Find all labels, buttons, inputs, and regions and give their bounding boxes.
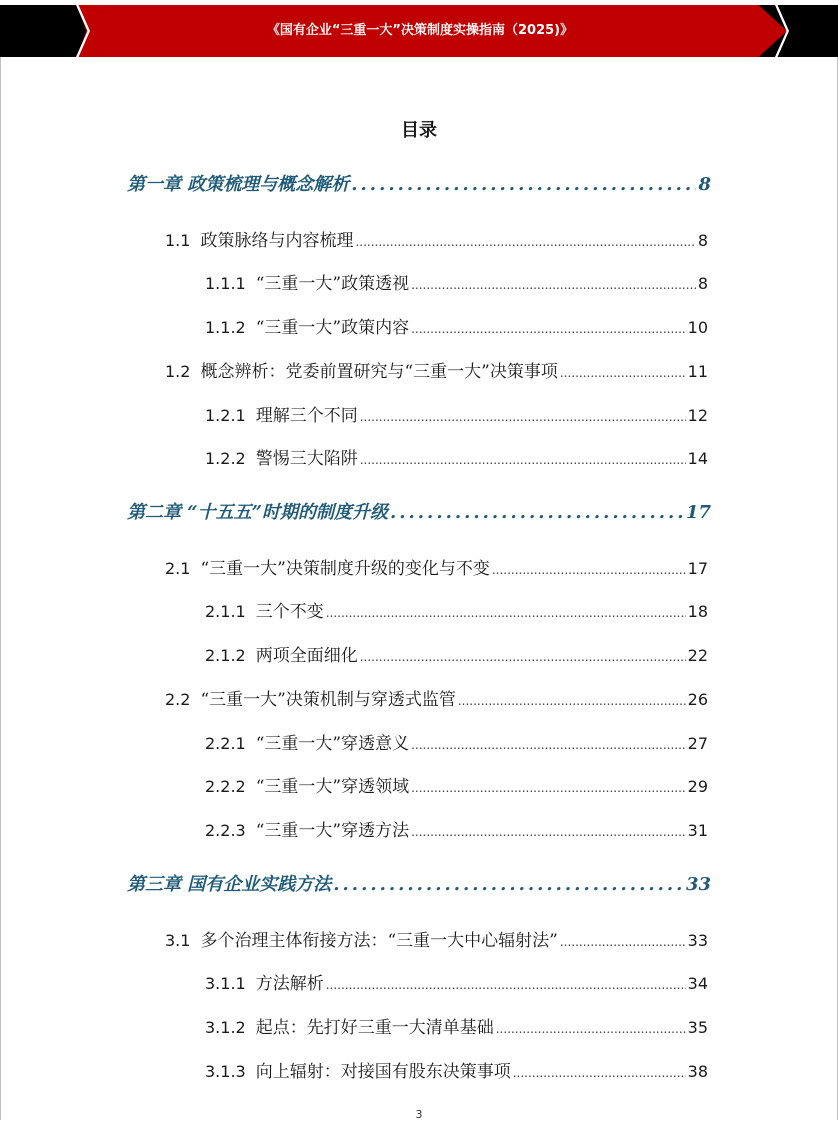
toc-section-number: 2.2.2: [205, 777, 246, 796]
toc-entry-text: 两项全面细化: [255, 646, 358, 665]
toc-entry-text: 理解三个不同: [255, 406, 358, 425]
toc-entry-text: 第三章 国有企业实践方法: [127, 874, 332, 895]
toc-dot-leader: [360, 650, 686, 664]
toc-section-2-1[interactable]: [165, 554, 708, 578]
toc-page-number: 34: [687, 974, 708, 993]
toc-entry-text: 概念辨析：党委前置研究与“三重一大”决策事项: [200, 362, 558, 381]
toc-entry-text: 方法解析: [255, 974, 324, 993]
toc-page-number: 29: [687, 777, 708, 796]
toc-page-number: 33: [687, 931, 708, 950]
toc-section-2-2[interactable]: [165, 685, 708, 709]
toc-subsection-2-1-2[interactable]: [205, 641, 708, 665]
toc-entry-text: 第一章 政策梳理与概念解析: [127, 174, 350, 195]
toc-section-number: 2.1.1: [205, 602, 246, 621]
toc-subsection-3-1-2[interactable]: [205, 1013, 708, 1037]
toc-subsection-1-2-2[interactable]: [205, 444, 708, 468]
toc-dot-leader: [496, 1022, 686, 1036]
toc-heading: 目录: [401, 120, 437, 141]
toc-page-number: 26: [687, 690, 708, 709]
toc-page-number: 14: [687, 449, 708, 468]
toc-page-number: 33: [685, 874, 711, 895]
toc-section-1-2[interactable]: [165, 357, 708, 381]
toc-entry-text: 政策脉络与内容梳理: [200, 231, 354, 250]
toc-page-number: 35: [687, 1018, 708, 1037]
toc-dot-leader: [360, 453, 686, 467]
toc-section-number: 1.2.2: [205, 449, 246, 468]
toc-entry-text: 警惕三大陷阱: [255, 449, 358, 468]
toc-entry-text: “三重一大”政策内容: [255, 318, 410, 337]
toc-section-number: 1.1.2: [205, 318, 246, 337]
toc-page-number: 31: [687, 821, 708, 840]
toc-dot-leader: [360, 410, 686, 424]
toc-dot-leader: [326, 606, 686, 620]
toc-chapter-2[interactable]: [127, 498, 711, 524]
toc-subsection-1-1-2[interactable]: [205, 313, 708, 337]
toc-entry-text: “三重一大”穿透领域: [255, 777, 410, 796]
toc-page-number: 8: [698, 174, 711, 195]
toc-page-number: 17: [685, 502, 711, 523]
toc-page-number: 12: [687, 406, 708, 425]
toc-dot-leader: [411, 738, 686, 752]
toc-dot-leader: [458, 694, 686, 708]
toc-page-number: 27: [687, 734, 708, 753]
toc-dot-leader: [411, 781, 686, 795]
toc-section-number: 2.1: [165, 559, 191, 578]
toc-entry-text: “三重一大”穿透意义: [255, 734, 410, 753]
toc-dot-leader: [492, 563, 686, 577]
toc-entry-text: “三重一大”政策透视: [255, 274, 410, 293]
toc-section-number: 1.1: [165, 231, 191, 250]
toc-section-number: 3.1.1: [205, 974, 246, 993]
toc-dot-leader: [355, 235, 695, 249]
toc-dot-leader: [560, 366, 686, 380]
toc-section-number: 2.2.3: [205, 821, 246, 840]
toc-page-number: 11: [687, 362, 708, 381]
toc-section-number: 2.2.1: [205, 734, 246, 753]
toc-section-number: 1.2: [165, 362, 191, 381]
toc-section-number: 2.1.2: [205, 646, 246, 665]
toc-dot-leader: [326, 978, 686, 992]
toc-subsection-2-2-3[interactable]: [205, 816, 708, 840]
toc-section-number: 3.1.3: [205, 1062, 246, 1081]
toc-section-1-1[interactable]: [165, 226, 708, 250]
toc-dot-leader: [390, 502, 684, 523]
toc-subsection-2-2-1[interactable]: [205, 729, 708, 753]
toc-page-number: 38: [687, 1062, 708, 1081]
toc-entry-text: “三重一大”穿透方法: [255, 821, 410, 840]
toc-entry-text: 起点：先打好三重一大清单基础: [255, 1018, 494, 1037]
toc-chapter-3[interactable]: [127, 870, 711, 896]
toc-dot-leader: [513, 1066, 686, 1080]
page-border-left: [0, 57, 1, 1120]
toc-page-number: 8: [697, 274, 708, 293]
toc-page-number: 22: [687, 646, 708, 665]
document-header-banner: [0, 0, 838, 58]
toc-subsection-1-1-1[interactable]: [205, 269, 708, 293]
toc-dot-leader: [351, 174, 696, 195]
toc-section-number: 3.1: [165, 931, 191, 950]
toc-section-number: 1.1.1: [205, 274, 246, 293]
toc-section-number: 3.1.2: [205, 1018, 246, 1037]
toc-page-number: 17: [687, 559, 708, 578]
toc-entry-text: 第二章 “十五五”时期的制度升级: [127, 502, 388, 523]
toc-section-number: 2.2: [165, 690, 191, 709]
document-title: 《国有企业“三重一大”决策制度实操指南（2025)》: [266, 23, 574, 38]
page-number: 3: [415, 1108, 423, 1121]
toc-section-number: 1.2.1: [205, 406, 246, 425]
toc-section-3-1[interactable]: [165, 926, 708, 950]
toc-page-number: 18: [687, 602, 708, 621]
toc-dot-leader: [411, 278, 696, 292]
toc-entry-text: 多个治理主体衔接方法：“三重一大中心辐射法”: [200, 931, 558, 950]
toc-entry-text: “三重一大”决策机制与穿透式监管: [200, 690, 456, 709]
toc-dot-leader: [333, 874, 684, 895]
toc-subsection-3-1-3[interactable]: [205, 1057, 708, 1081]
toc-entry-text: 向上辐射：对接国有股东决策事项: [255, 1062, 511, 1081]
toc-subsection-2-2-2[interactable]: [205, 772, 708, 796]
toc-entry-text: “三重一大”决策制度升级的变化与不变: [200, 559, 490, 578]
toc-page-number: 10: [687, 318, 708, 337]
toc-subsection-1-2-1[interactable]: [205, 401, 708, 425]
toc-subsection-2-1-1[interactable]: [205, 597, 708, 621]
toc-entry-text: 三个不变: [255, 602, 324, 621]
toc-dot-leader: [411, 825, 686, 839]
toc-chapter-1[interactable]: [127, 170, 711, 196]
toc-dot-leader: [560, 935, 686, 949]
toc-dot-leader: [411, 322, 686, 336]
toc-subsection-3-1-1[interactable]: [205, 969, 708, 993]
toc-page-number: 8: [697, 231, 708, 250]
